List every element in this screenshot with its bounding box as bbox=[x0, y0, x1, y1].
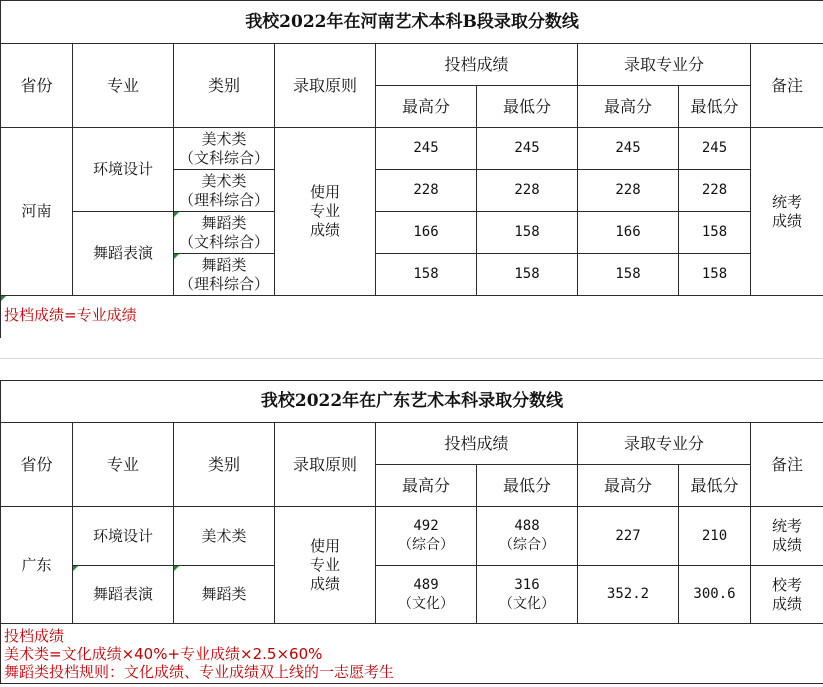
header-remark: 备注 bbox=[751, 423, 823, 507]
major-min-cell: 158 bbox=[679, 212, 751, 254]
category-cell: 舞蹈类 （理科综合） bbox=[174, 254, 275, 296]
header-filing-score: 投档成绩 bbox=[376, 44, 578, 86]
filing-min-cell: 488 （综合） bbox=[477, 507, 578, 566]
guangdong-score-table bbox=[0, 380, 823, 684]
filing-min-cell: 245 bbox=[477, 128, 578, 170]
header-principle: 录取原则 bbox=[275, 44, 376, 128]
header-province: 省份 bbox=[1, 44, 73, 128]
remark-cell: 校考 成绩 bbox=[751, 566, 823, 624]
header-province: 省份 bbox=[1, 423, 73, 507]
remark-cell: 统考 成绩 bbox=[751, 128, 823, 296]
filing-max-cell: 245 bbox=[376, 128, 477, 170]
note-line: 投档成绩 bbox=[4, 627, 65, 645]
principle-cell: 使用 专业 成绩 bbox=[275, 507, 376, 624]
filing-max-cell: 158 bbox=[376, 254, 477, 296]
major-min-cell: 245 bbox=[679, 128, 751, 170]
note-line: 美术类=文化成绩×40%+专业成绩×2.5×60% bbox=[4, 645, 323, 663]
header-major: 专业 bbox=[73, 44, 174, 128]
major-max-cell: 352.2 bbox=[578, 566, 679, 624]
category-cell: 舞蹈类 （文科综合） bbox=[174, 212, 275, 254]
category-cell: 美术类 （文科综合） bbox=[174, 128, 275, 170]
major-cell: 环境设计 bbox=[73, 507, 174, 566]
header-major-score: 录取专业分 bbox=[578, 44, 751, 86]
major-cell: 舞蹈表演 bbox=[73, 566, 174, 624]
header-category: 类别 bbox=[174, 423, 275, 507]
gridline bbox=[0, 358, 823, 359]
header-filing-score: 投档成绩 bbox=[376, 423, 578, 465]
remark-cell: 统考 成绩 bbox=[751, 507, 823, 566]
table-title: 我校2022年在河南艺术本科B段录取分数线 bbox=[1, 1, 823, 44]
filing-max-cell: 492 （综合） bbox=[376, 507, 477, 566]
header-major-min: 最低分 bbox=[679, 86, 751, 128]
province-cell: 广东 bbox=[1, 507, 73, 624]
principle-cell: 使用 专业 成绩 bbox=[275, 128, 376, 296]
major-min-cell: 210 bbox=[679, 507, 751, 566]
filing-max-cell: 228 bbox=[376, 170, 477, 212]
major-max-cell: 228 bbox=[578, 170, 679, 212]
table-title: 我校2022年在广东艺术本科录取分数线 bbox=[1, 381, 823, 423]
category-cell: 舞蹈类 bbox=[174, 566, 275, 624]
header-major: 专业 bbox=[73, 423, 174, 507]
major-max-cell: 158 bbox=[578, 254, 679, 296]
filing-min-cell: 158 bbox=[477, 212, 578, 254]
major-cell: 环境设计 bbox=[73, 128, 174, 212]
filing-max-cell: 489 （文化） bbox=[376, 566, 477, 624]
header-major-score: 录取专业分 bbox=[578, 423, 751, 465]
major-min-cell: 158 bbox=[679, 254, 751, 296]
header-remark: 备注 bbox=[751, 44, 823, 128]
filing-min-cell: 158 bbox=[477, 254, 578, 296]
major-max-cell: 227 bbox=[578, 507, 679, 566]
category-cell: 美术类 （理科综合） bbox=[174, 170, 275, 212]
major-min-cell: 300.6 bbox=[679, 566, 751, 624]
header-filing-min: 最低分 bbox=[477, 86, 578, 128]
header-major-max: 最高分 bbox=[578, 465, 679, 507]
note-cell: 投档成绩=专业成绩 bbox=[1, 296, 823, 339]
category-cell: 美术类 bbox=[174, 507, 275, 566]
province-cell: 河南 bbox=[1, 128, 73, 296]
major-min-cell: 228 bbox=[679, 170, 751, 212]
filing-min-cell: 228 bbox=[477, 170, 578, 212]
header-principle: 录取原则 bbox=[275, 423, 376, 507]
header-filing-max: 最高分 bbox=[376, 86, 477, 128]
filing-min-cell: 316 （文化） bbox=[477, 566, 578, 624]
header-filing-min: 最低分 bbox=[477, 465, 578, 507]
row-gap bbox=[0, 338, 823, 380]
major-max-cell: 245 bbox=[578, 128, 679, 170]
henan-score-table bbox=[0, 0, 823, 339]
major-max-cell: 166 bbox=[578, 212, 679, 254]
note-line: 舞蹈类投档规则：文化成绩、专业成绩双上线的一志愿考生 bbox=[4, 663, 395, 681]
header-major-max: 最高分 bbox=[578, 86, 679, 128]
filing-max-cell: 166 bbox=[376, 212, 477, 254]
header-category: 类别 bbox=[174, 44, 275, 128]
note-cell bbox=[1, 624, 823, 684]
header-filing-max: 最高分 bbox=[376, 465, 477, 507]
major-cell: 舞蹈表演 bbox=[73, 212, 174, 296]
header-major-min: 最低分 bbox=[679, 465, 751, 507]
